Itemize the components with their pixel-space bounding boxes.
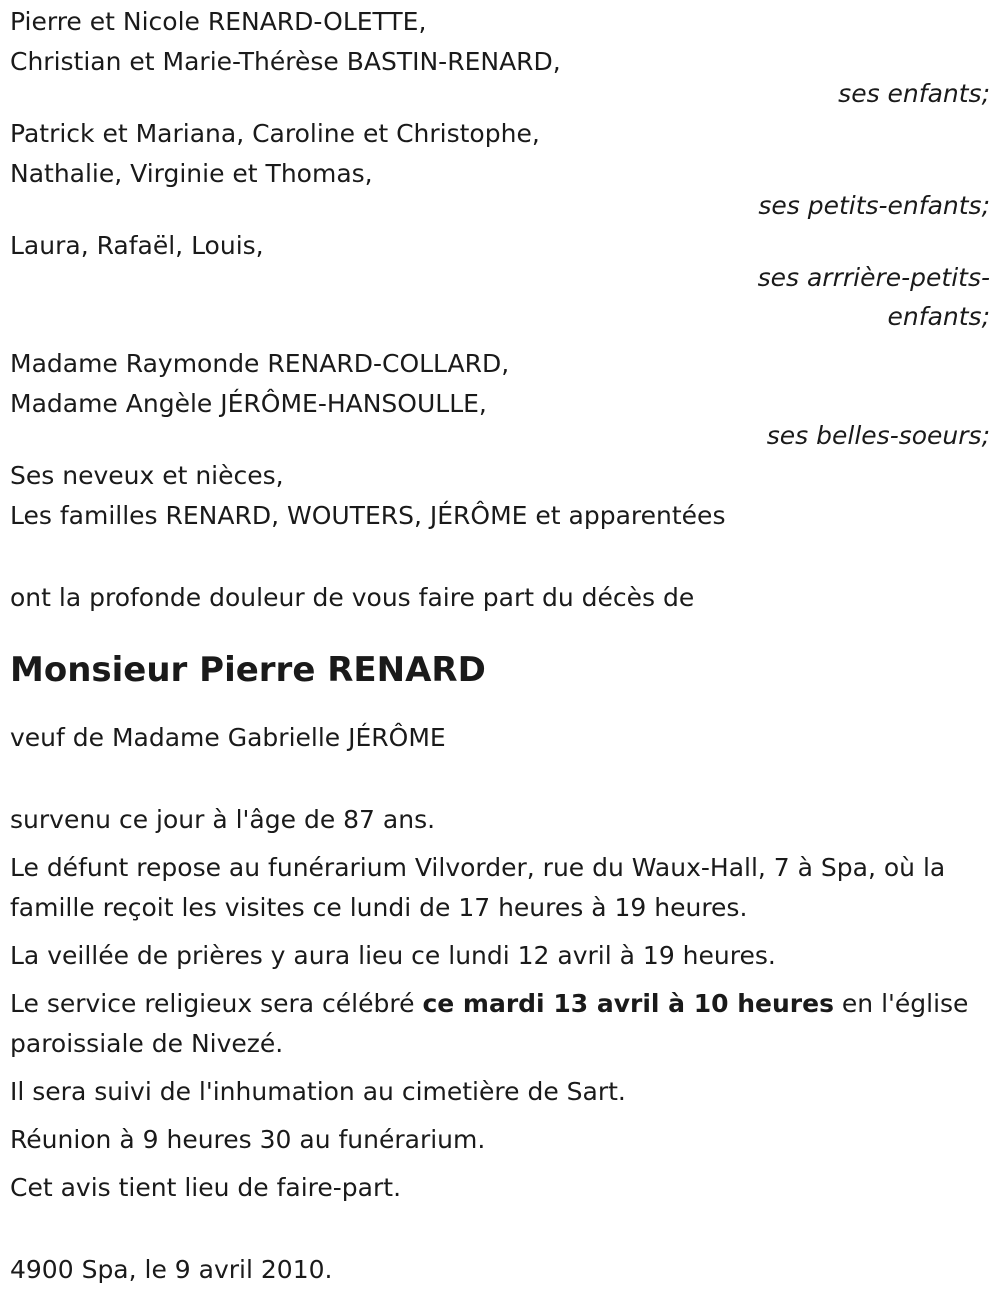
spacer: [10, 1112, 990, 1120]
great-grandchildren-names: Laura, Rafaël, Louis,: [10, 231, 264, 260]
obituary-notice: [10, 2, 990, 1290]
spacer: [10, 536, 990, 578]
families-line: Les familles RENARD, WOUTERS, JÉRÔME et apparentées: [10, 501, 726, 530]
spacer: [10, 758, 990, 800]
children-relation: ses enfants;: [838, 79, 990, 108]
service-date-time: ce mardi 13 avril à 10 heures: [422, 989, 834, 1018]
grandchildren-name-1: Patrick et Mariana, Caroline et Christophe,: [10, 119, 540, 148]
meeting-line: Réunion à 9 heures 30 au funérarium.: [10, 1125, 486, 1154]
repose-paragraph: Le défunt repose au funérarium Vilvorder, rue du Waux-Hall, 7 à Spa, où la famille reçoit les visites ce lundi de 17 heures à 19 heures.: [10, 853, 946, 922]
sisters-in-law-relation: ses belles-soeurs;: [766, 421, 990, 450]
nephews-nieces: Ses neveux et nièces,: [10, 461, 284, 490]
spacer: [10, 696, 990, 718]
deceased-name: Monsieur Pierre RENARD: [10, 650, 486, 690]
children-name-1: Pierre et Nicole RENARD-OLETTE,: [10, 7, 427, 36]
burial-line: Il sera suivi de l'inhumation au cimetière de Sart.: [10, 1077, 626, 1106]
spacer: [10, 1064, 990, 1072]
spacer: [10, 618, 990, 640]
age-line: survenu ce jour à l'âge de 87 ans.: [10, 805, 436, 834]
widower-line: veuf de Madame Gabrielle JÉRÔME: [10, 723, 446, 752]
service-text-before: Le service religieux sera célébré: [10, 989, 423, 1018]
great-grandchildren-relation-line1: ses arrrière-petits-: [757, 263, 990, 292]
vigil-line: La veillée de prières y aura lieu ce lundi 12 avril à 19 heures.: [10, 941, 776, 970]
notice-line: Cet avis tient lieu de faire-part.: [10, 1173, 402, 1202]
spacer: [10, 1160, 990, 1168]
sister-in-law-name-2: Madame Angèle JÉRÔME-HANSOULLE,: [10, 389, 487, 418]
service-paragraph: [10, 984, 990, 1064]
spacer: [10, 976, 990, 984]
sister-in-law-name-1: Madame Raymonde RENARD-COLLARD,: [10, 349, 510, 378]
spacer: [10, 1208, 990, 1250]
spacer: [10, 928, 990, 936]
service-text-after: en l'église paroissiale de Nivezé.: [10, 989, 969, 1058]
children-name-2: Christian et Marie-Thérèse BASTIN-RENARD,: [10, 47, 561, 76]
announcement-line: ont la profonde douleur de vous faire part du décès de: [10, 583, 695, 612]
spacer: [10, 840, 990, 848]
place-date: 4900 Spa, le 9 avril 2010.: [10, 1255, 333, 1284]
great-grandchildren-relation-line2: enfants;: [887, 302, 990, 331]
grandchildren-name-2: Nathalie, Virginie et Thomas,: [10, 159, 373, 188]
grandchildren-relation: ses petits-enfants;: [758, 191, 990, 220]
